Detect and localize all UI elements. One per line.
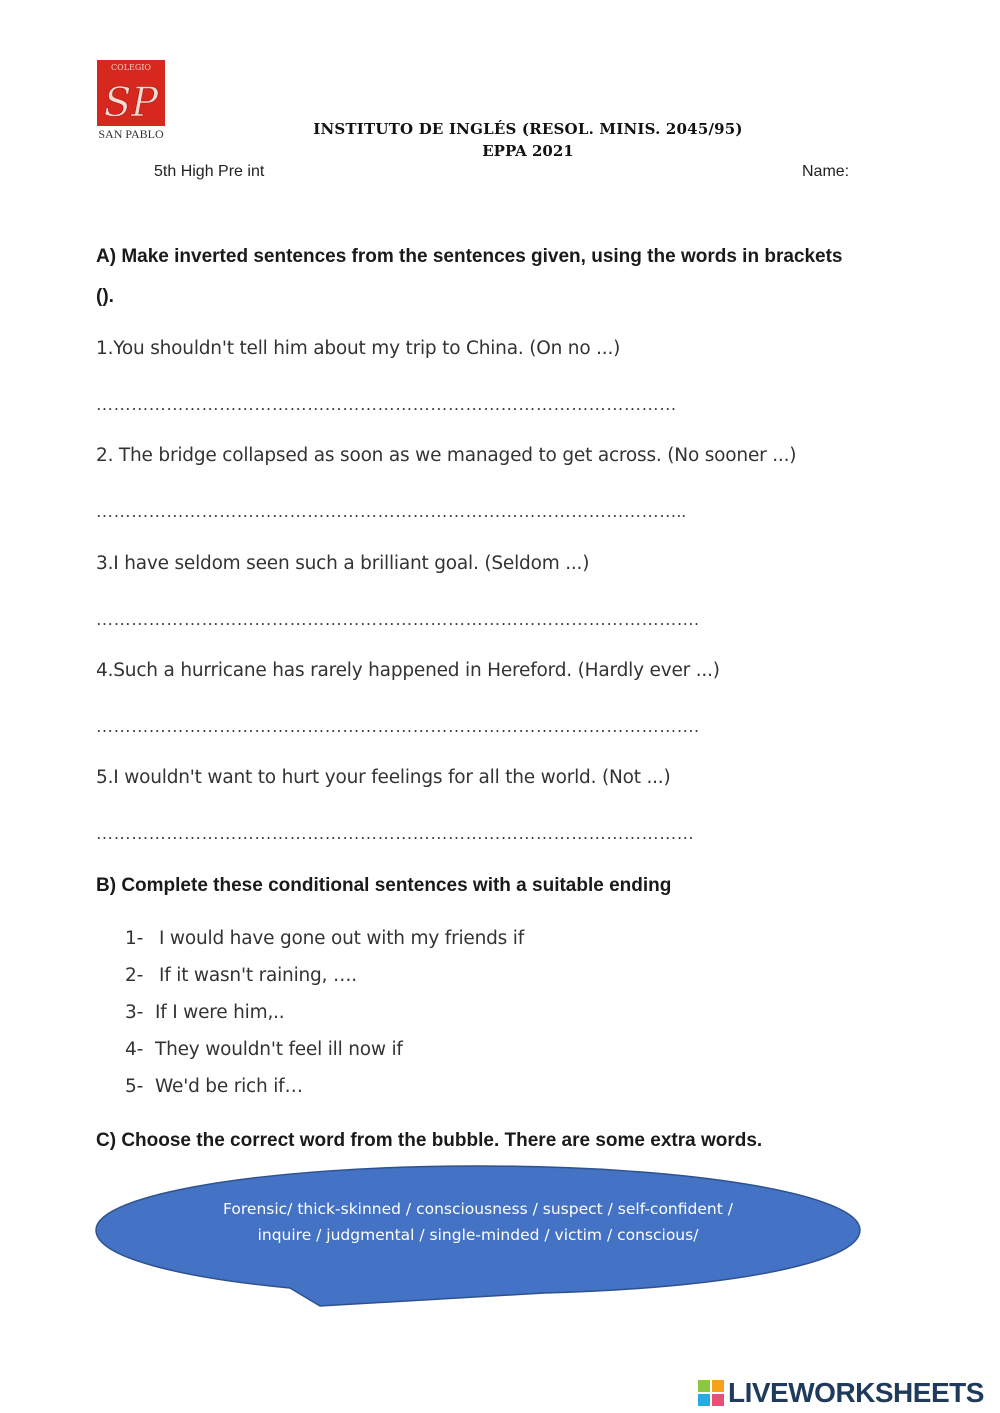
list-item	[125, 928, 524, 965]
item-number: 5-	[125, 1076, 144, 1097]
exam-title: EPPA 2021	[482, 142, 574, 160]
section-a-heading: A) Make inverted sentences from the sentences given, using the words in brackets	[96, 246, 843, 267]
list-item	[125, 1039, 524, 1076]
answer-line-1[interactable]: ………………………………………………………………………………………	[96, 395, 677, 414]
word-bank-line-1: Forensic/ thick-skinned / consciousness / suspect / self-confident /	[223, 1200, 733, 1218]
question-4: 4.Such a hurricane has rarely happened in Hereford. (Hardly ever ...)	[96, 660, 720, 681]
answer-line-4[interactable]: ………………………………………………………………………………………….	[96, 717, 700, 736]
answer-line-5[interactable]: …………………………………………………………………………………………	[96, 824, 695, 843]
institute-title: INSTITUTO DE INGLÉS (RESOL. MINIS. 2045/95)	[313, 120, 743, 138]
question-1: 1.You shouldn't tell him about my trip to China. (On no ...)	[96, 338, 621, 359]
answer-line-3[interactable]: ………………………………………………………………………………………….	[96, 610, 700, 629]
item-number: 3-	[125, 1002, 144, 1023]
logo-top-text: COLEGIO	[111, 63, 151, 72]
item-number: 4-	[125, 1039, 144, 1060]
item-number: 2-	[125, 965, 144, 986]
logo-initials: SP	[103, 80, 159, 126]
list-item	[125, 1076, 524, 1113]
name-label: Name:	[802, 163, 850, 180]
list-item	[125, 1002, 524, 1039]
word-bank-line-2: inquire / judgmental / single-minded / victim / conscious/	[257, 1226, 699, 1244]
word-bank	[190, 1196, 766, 1248]
liveworksheets-brand[interactable]	[698, 1378, 984, 1408]
list-item	[125, 965, 524, 1002]
item-text[interactable]: I would have gone out with my friends if	[159, 928, 525, 949]
item-text[interactable]: They wouldn't feel ill now if	[155, 1039, 403, 1060]
level-label: 5th High Pre int	[154, 163, 265, 180]
question-5: 5.I wouldn't want to hurt your feelings for all the world. (Not ...)	[96, 767, 671, 788]
brand-name: LIVEWORKSHEETS	[728, 1377, 984, 1408]
item-number: 1-	[125, 928, 144, 949]
conditional-list	[125, 928, 524, 1113]
liveworksheets-logo-icon	[698, 1380, 724, 1406]
logo-bottom-text: SAN PABLO	[98, 127, 164, 141]
section-b-heading: B) Complete these conditional sentences with a suitable ending	[96, 875, 672, 896]
item-text[interactable]: If it wasn't raining, ….	[159, 965, 357, 986]
item-text[interactable]: If I were him,..	[155, 1002, 285, 1023]
answer-line-2[interactable]: ………………………………………………………………………………………..	[96, 502, 687, 521]
question-2: 2. The bridge collapsed as soon as we managed to get across. (No sooner ...)	[96, 445, 797, 466]
section-a-heading-cont: ().	[96, 286, 114, 307]
section-c-heading: C) Choose the correct word from the bubble. There are some extra words.	[96, 1130, 763, 1151]
item-text[interactable]: We'd be rich if…	[155, 1076, 303, 1097]
question-3: 3.I have seldom seen such a brilliant goal. (Seldom ...)	[96, 553, 590, 574]
